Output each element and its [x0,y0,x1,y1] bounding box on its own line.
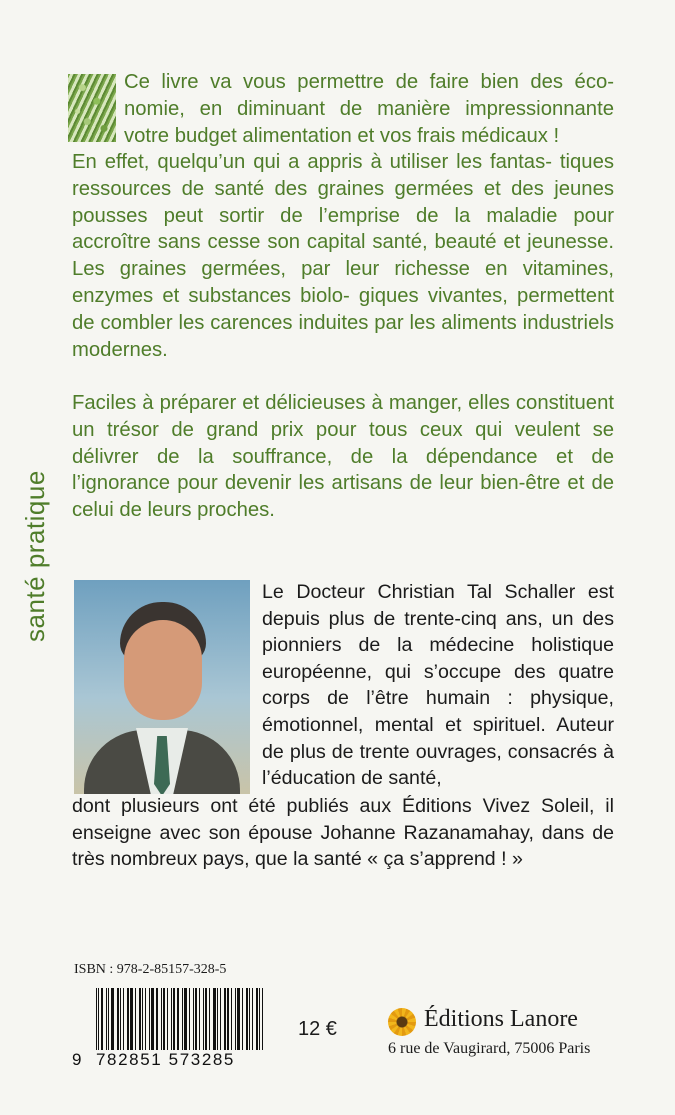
barcode-bar [209,988,210,1054]
price: 12 € [298,1018,337,1040]
barcode-bar [235,988,236,1054]
publisher-name: Éditions Lanore [424,1006,578,1032]
author-bio-part2: dont plusieurs ont été publiés aux Éditions Vivez Soleil, il enseigne avec son épouse Johanne Razanamahay, dans de très nombreux pays, que la santé « ça s’apprend ! » [72,795,614,871]
publisher-address: 6 rue de Vaugirard, 75006 Paris [388,1040,591,1057]
barcode-digits: 782851 573285 [96,1050,288,1070]
barcode-bar [139,988,141,1054]
sunflower-icon [388,1008,416,1036]
barcode-bar [156,988,158,1054]
barcode-bar [259,988,260,1054]
barcode-bar [203,988,204,1054]
barcode-bar [199,988,200,1054]
barcode-bar [213,988,216,1054]
barcode-bar [96,988,97,1054]
barcode-bar [231,988,232,1054]
barcode-bar [117,988,119,1054]
author-portrait [74,580,250,794]
barcode [72,988,292,1072]
barcode-bar [149,988,150,1054]
barcode-bar [145,988,146,1054]
barcode-first-digit: 9 [72,1050,82,1069]
barcode-bar [242,988,243,1054]
barcode-bar [111,988,114,1054]
barcode-bar [220,988,221,1054]
barcode-bar [189,988,190,1054]
blurb-body-2: Faciles à préparer et délicieuses à manger, elles constituent un trésor de grand prix pour tous ceux qui veulent se délivrer de la souffrance, de la dépendance et de l’ignorance pour devenir les artisans de leur bien-être et de celui de leurs proches. [72,392,614,522]
barcode-bar [163,988,165,1054]
barcode-bar [167,988,168,1054]
barcode-bar [252,988,253,1054]
barcode-bar [184,988,187,1054]
barcode-bar [256,988,258,1054]
barcode-bar [217,988,218,1054]
barcode-bar [123,988,124,1054]
barcode-bar [173,988,175,1054]
barcode-bars [96,988,288,1054]
barcode-bar [101,988,103,1054]
barcode-bar [171,988,172,1054]
blurb-lead: Ce livre va vous permettre de faire bien des éco- nomie, en diminuant de manière impressionnante votre budget alimentation et vos frais médicaux ! [124,71,614,147]
barcode-bar [249,988,250,1054]
isbn: ISBN : 978-2-85157-328-5 [74,962,227,977]
barcode-bar [98,988,99,1054]
author-bio-part1: Le Docteur Christian Tal Schaller est depuis plus de trente-cinq ans, un des pionniers de la médecine holistique européenne, qui s’occupe des quatre corps de l’être humain : physique, émotionnel, mental et spirituel. Auteur de plus de trente ouvrages, consacrés à l’éducation de santé, [262,581,614,790]
sprouts-image [68,74,116,142]
barcode-bar [193,988,194,1054]
barcode-bar [127,988,129,1054]
barcode-bar [205,988,207,1054]
barcode-bar [106,988,107,1054]
barcode-bar [195,988,197,1054]
barcode-bar [237,988,240,1054]
barcode-bar [227,988,229,1054]
barcode-bar [135,988,136,1054]
barcode-bar [246,988,248,1054]
barcode-bar [120,988,121,1054]
barcode-bar [182,988,183,1054]
barcode-bar [130,988,133,1054]
barcode-bar [151,988,154,1054]
barcode-bar [108,988,109,1054]
collection-label: santé pratique [20,470,50,642]
barcode-bar [142,988,143,1054]
barcode-bar [161,988,162,1054]
blurb-body: En effet, quelqu’un qui a appris à utiliser les fantas- tiques ressources de santé des graines germées et des jeunes pousses peut sortir de l’emprise de la maladie pour accroître sans cesse son capital santé, beauté et jeunesse. Les graines germées, par leur richesse en vitamines, enzymes et substances biolo- giques vivantes, permettent de combler les carences induites par les aliments industriels modernes. [72,151,614,361]
barcode-bar [224,988,226,1054]
barcode-bar [177,988,179,1054]
barcode-bar [262,988,263,1054]
